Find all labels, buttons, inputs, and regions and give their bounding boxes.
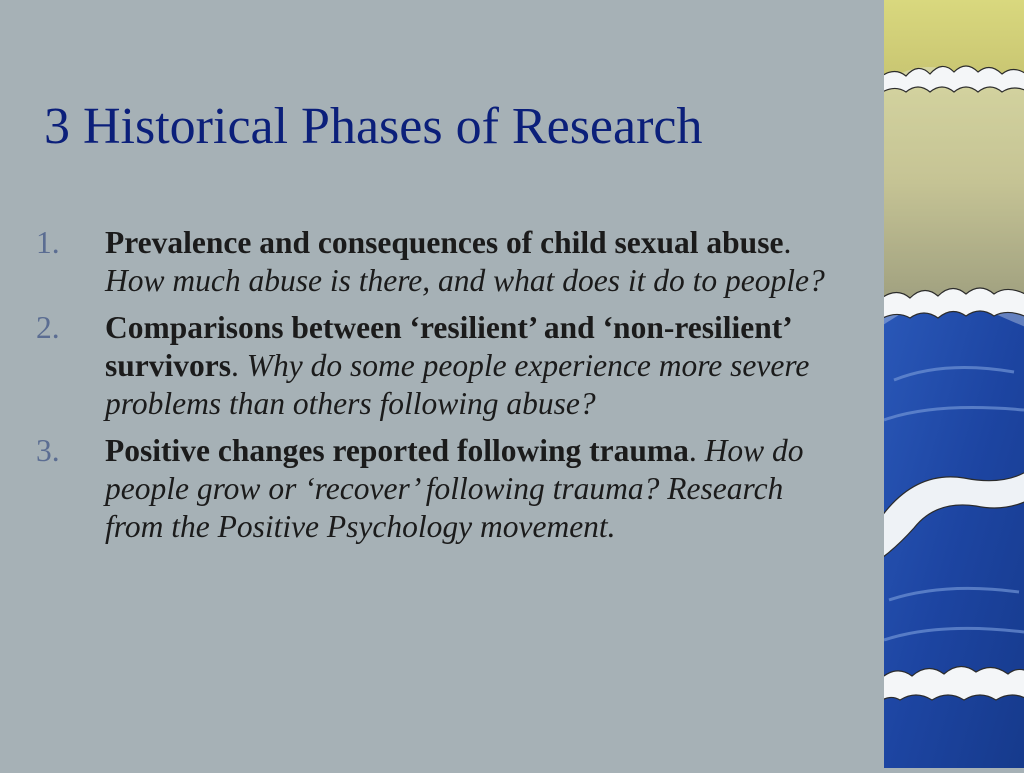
item-heading: Comparisons between ‘resilient’ and ‘non-resilient’ survivors: [105, 310, 791, 383]
item-description: How do people grow or ‘recover’ following trauma? Research from the Positive Psychology movement.: [105, 433, 804, 544]
phase-list: [36, 224, 836, 555]
great-wave-icon: [884, 0, 1024, 768]
item-number: 1.: [36, 225, 60, 260]
slide-title: 3 Historical Phases of Research: [44, 98, 703, 155]
item-punctuation: .: [783, 225, 792, 260]
list-item: [36, 309, 836, 423]
list-item: [36, 432, 836, 546]
item-description: How much abuse is there, and what does it do to people?: [105, 263, 825, 298]
item-description: Why do some people experience more severe problems than others following abuse?: [105, 348, 810, 421]
item-number: 3.: [36, 433, 60, 468]
item-punctuation: .: [231, 348, 239, 383]
item-heading: Prevalence and consequences of child sexual abuse: [105, 225, 784, 260]
item-number: 2.: [36, 310, 60, 345]
item-heading: Positive changes reported following trauma: [105, 433, 689, 468]
list-item: [36, 224, 836, 300]
item-punctuation: .: [688, 433, 697, 468]
